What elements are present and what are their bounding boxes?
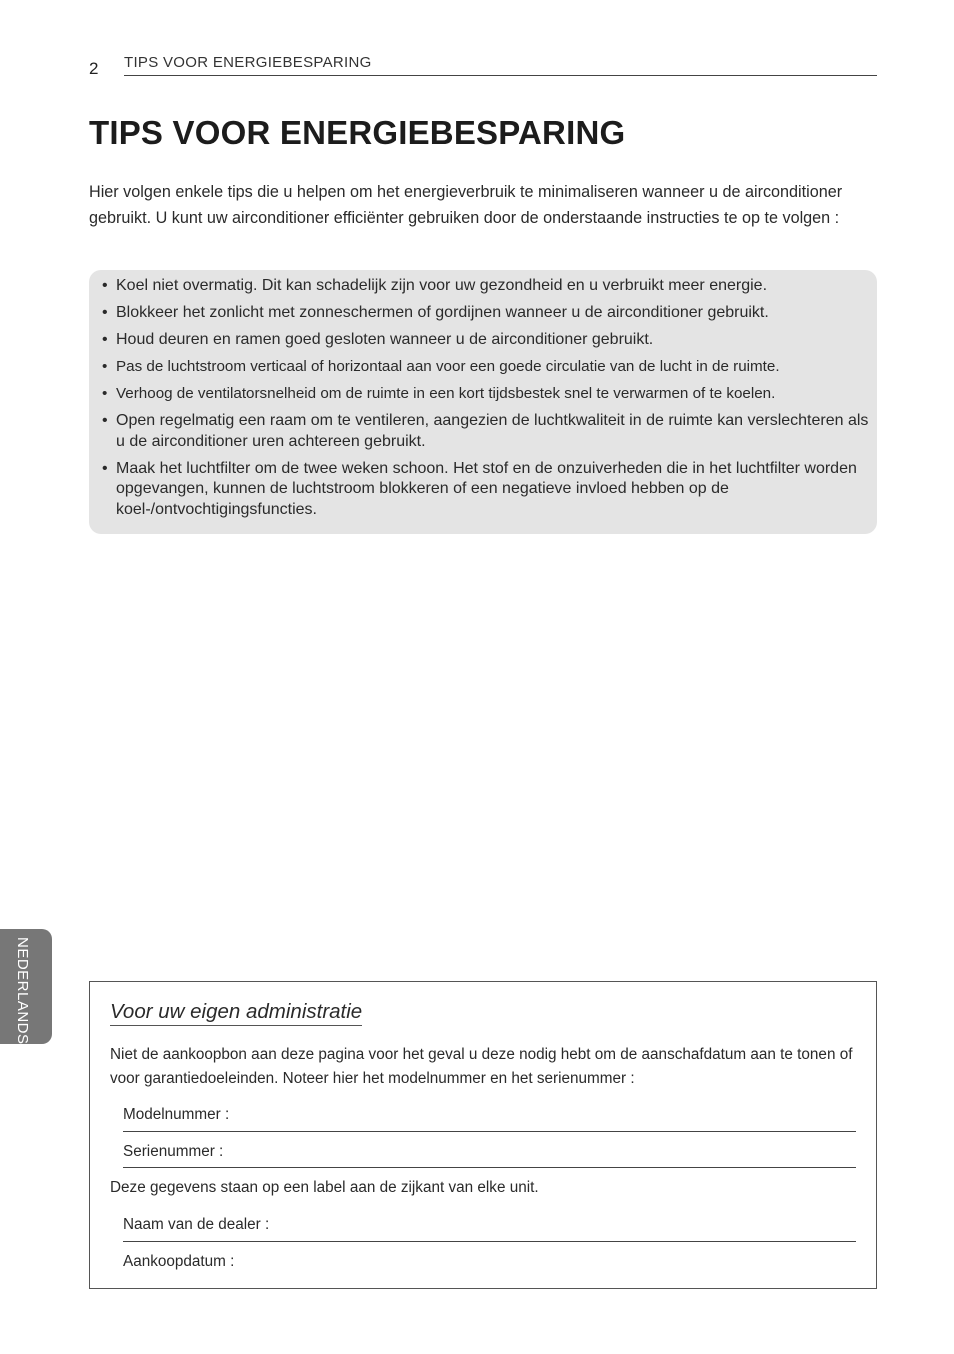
tips-list [102, 276, 869, 520]
tip-item [102, 330, 869, 351]
tips-box [89, 270, 877, 534]
serial-number-label: Serienummer : [123, 1143, 224, 1160]
tip-text: Maak het luchtfilter om de twee weken schoon. Het stof en de onzuiverheden die in het luchtfilter worden opgevangen, kunnen de luchtstroom blokkeren of een negatieve invloed hebben op de koel-/ontvochtigingsfuncties. [116, 459, 857, 518]
tip-text: Open regelmatig een raam om te ventileren, aangezien de luchtkwaliteit in de ruimte kan verslechteren als u de airconditioner uren achtereen gebruikt. [116, 412, 869, 450]
model-number-label: Modelnummer : [123, 1106, 230, 1123]
tip-text: Pas de luchtstroom verticaal of horizontaal aan voor een goede circulatie van de lucht in de ruimte. [116, 358, 780, 375]
side-tab-label: NEDERLANDS [14, 937, 31, 1045]
tip-item [102, 303, 869, 324]
bullet-icon: • [102, 358, 108, 375]
purchase-date-label: Aankoopdatum : [123, 1253, 235, 1270]
record-box [89, 981, 877, 1289]
running-header: TIPS VOOR ENERGIEBESPARING [124, 54, 372, 71]
bullet-icon: • [102, 304, 108, 321]
tip-item [102, 384, 869, 405]
tip-text: Verhoog de ventilatorsnelheid om de ruimte in een kort tijdsbestek snel te verwarmen of te koelen. [116, 385, 776, 402]
header-rule [124, 75, 877, 76]
tip-text: Koel niet overmatig. Dit kan schadelijk zijn voor uw gezondheid en u verbruikt meer energie. [116, 277, 768, 294]
page-number: 2 [89, 59, 99, 78]
bullet-icon: • [102, 277, 108, 294]
record-title: Voor uw eigen administratie [110, 1000, 362, 1026]
dealer-name-label: Naam van de dealer : [123, 1216, 270, 1233]
model-number-line [123, 1131, 856, 1132]
bullet-icon: • [102, 459, 108, 477]
language-side-tab [0, 929, 52, 1044]
intro-paragraph: Hier volgen enkele tips die u helpen om het energieverbruik te minimaliseren wanneer u de airconditioner gebruikt. U kunt uw airconditioner efficiënter gebruiken door de onderstaande instructies te op te volgen : [89, 183, 843, 227]
tip-item [102, 411, 869, 452]
bullet-icon: • [102, 331, 108, 348]
tip-item [102, 276, 869, 297]
serial-number-line [123, 1167, 856, 1168]
dealer-name-line [123, 1241, 856, 1242]
record-note: Deze gegevens staan op een label aan de zijkant van elke unit. [110, 1179, 539, 1196]
record-intro: Niet de aankoopbon aan deze pagina voor het geval u deze nodig hebt om de aanschafdatum aan te tonen of voor garantiedoeleinden. Noteer hier het modelnummer en het serienummer : [110, 1046, 853, 1087]
bullet-icon: • [102, 385, 108, 402]
tip-item [102, 357, 869, 378]
tip-item [102, 459, 869, 521]
bullet-icon: • [102, 412, 108, 429]
tip-text: Blokkeer het zonlicht met zonneschermen of gordijnen wanneer u de airconditioner gebruikt. [116, 304, 769, 321]
page-title: TIPS VOOR ENERGIEBESPARING [89, 114, 626, 151]
tip-text: Houd deuren en ramen goed gesloten wanneer u de airconditioner gebruikt. [116, 331, 654, 348]
